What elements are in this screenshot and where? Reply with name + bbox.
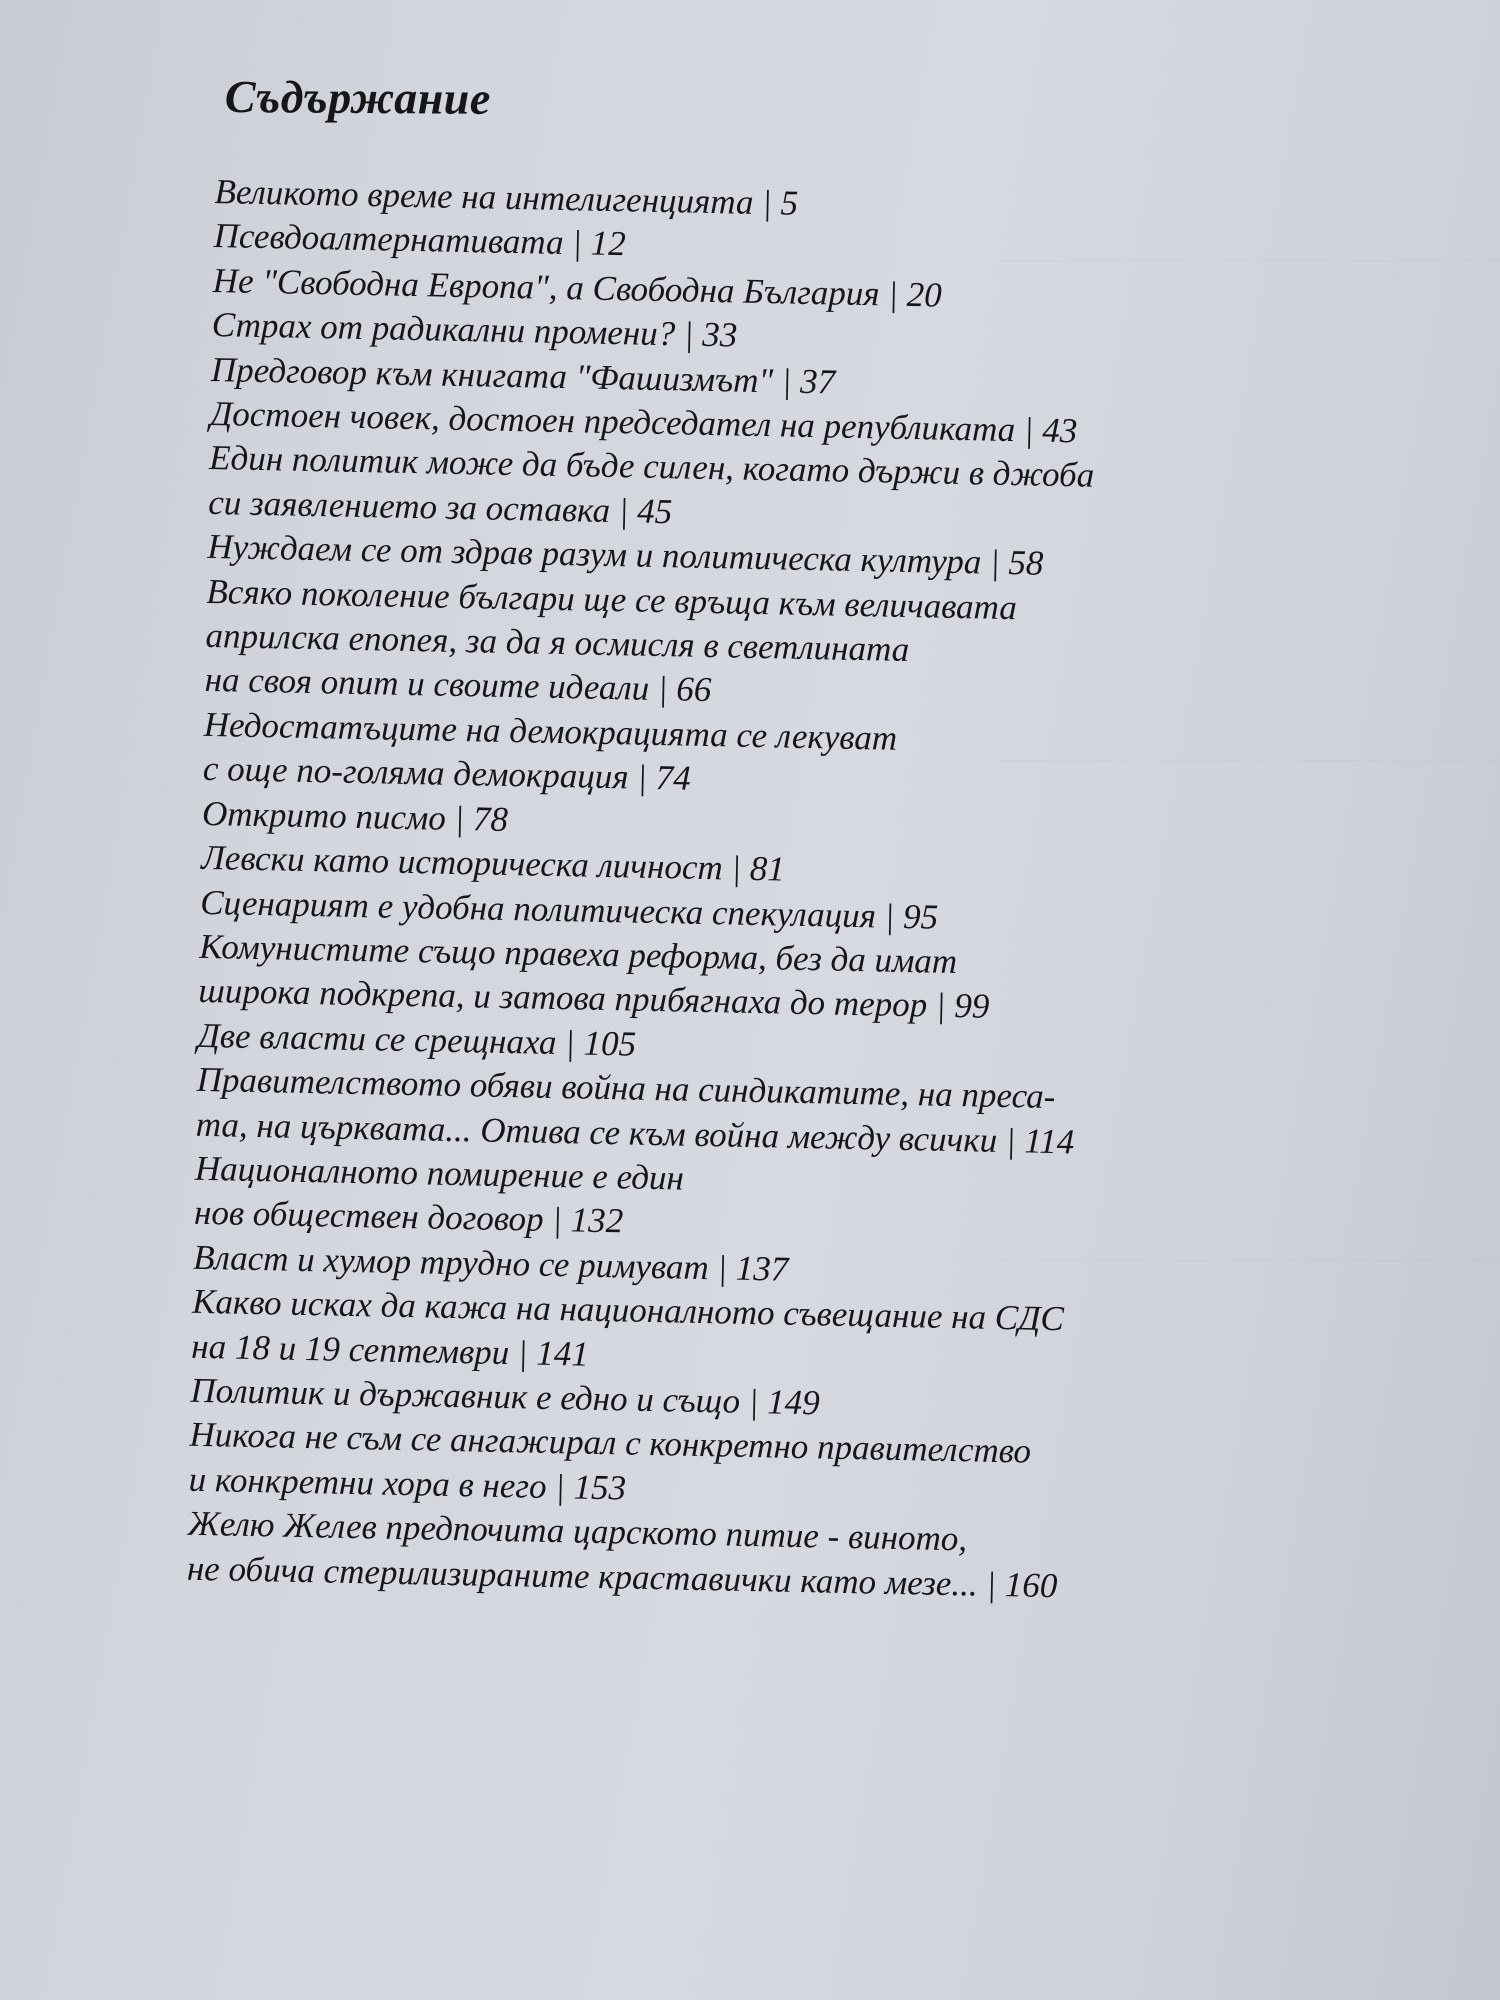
toc-entry-line: Националното помирение е един bbox=[194, 1148, 685, 1198]
toc-entry-line: Сценарият е удобна политическа спекулация | 95 bbox=[199, 882, 939, 937]
toc-entry-line: Един политик може да бъде силен, когато държи в джоба bbox=[208, 438, 1095, 496]
toc-entry-line: широка подкрепа, и затова прибягнаха до терор | 99 bbox=[198, 971, 990, 1027]
toc-entry-line: та, на църквата... Отива се към война между всички | 114 bbox=[195, 1104, 1075, 1161]
toc-entry-line: си заявлението за оставка | 45 bbox=[207, 482, 673, 532]
toc-entry-line: Правителството обяви война на синдикатите, на преса- bbox=[196, 1059, 1056, 1117]
toc-entry-line: на своя опит и своите идеали | 66 bbox=[204, 660, 712, 710]
toc-entry-line: Желю Желев предпочита царското питие - виното, bbox=[187, 1503, 968, 1559]
toc-entry-line: Открито писмо | 78 bbox=[201, 793, 509, 839]
toc-list bbox=[186, 170, 1414, 1615]
toc-entry-line: Комунистите също правеха реформа, без да имат bbox=[199, 926, 958, 981]
toc-entry-line: нов обществен договор | 132 bbox=[193, 1193, 624, 1241]
toc-entry-line: Власт и хумор трудно се римуват | 137 bbox=[192, 1237, 789, 1289]
toc-entry-line: Две власти се срещнаха | 105 bbox=[197, 1015, 637, 1064]
toc-entry-line: Какво исках да кажа на националното съвещание на СДС bbox=[191, 1281, 1065, 1339]
toc-entry-line: Политик и държавник е едно и също | 149 bbox=[190, 1370, 821, 1423]
toc-entry-line: Псевдоалтернативата | 12 bbox=[213, 216, 627, 264]
toc-entry-line: Страх от радикални промени? | 33 bbox=[211, 305, 738, 355]
toc-entry bbox=[204, 570, 1406, 727]
toc-entry-line: априлска епопея, за да я осмисля в светлината bbox=[205, 615, 910, 670]
toc-entry-line: не обича стерилизираните краставички като мезе... | 160 bbox=[186, 1548, 1058, 1605]
toc-entry-line: и конкретни хора в него | 153 bbox=[188, 1459, 627, 1508]
toc-heading: Съдържание bbox=[224, 70, 491, 124]
toc-entry-line: на 18 и 19 септември | 141 bbox=[191, 1326, 590, 1374]
toc-entry-line: Не "Свободна Европа", а Свободна България | 20 bbox=[212, 260, 943, 315]
toc-entry-line: Великото време на интелигенцията | 5 bbox=[214, 171, 799, 223]
toc-entry-line: Предговор към книгата "Фашизмът" | 37 bbox=[210, 349, 836, 402]
toc-entry-line: Никога не съм се ангажирал с конкретно правителство bbox=[189, 1415, 1032, 1472]
toc-entry-line: Нуждаем се от здрав разум и политическа култура | 58 bbox=[207, 527, 1044, 583]
toc-entry-line: Всяко поколение българи ще се връща към величавата bbox=[206, 571, 1018, 627]
toc-entry-line: с още по-голяма демокрация | 74 bbox=[202, 749, 692, 798]
toc-entry-line: Левски като историческа личност | 81 bbox=[200, 837, 786, 889]
toc-entry-line: Достоен човек, достоен председател на републиката | 43 bbox=[209, 393, 1078, 451]
toc-entry-line: Недостатъците на демокрацията се лекуват bbox=[203, 704, 898, 758]
